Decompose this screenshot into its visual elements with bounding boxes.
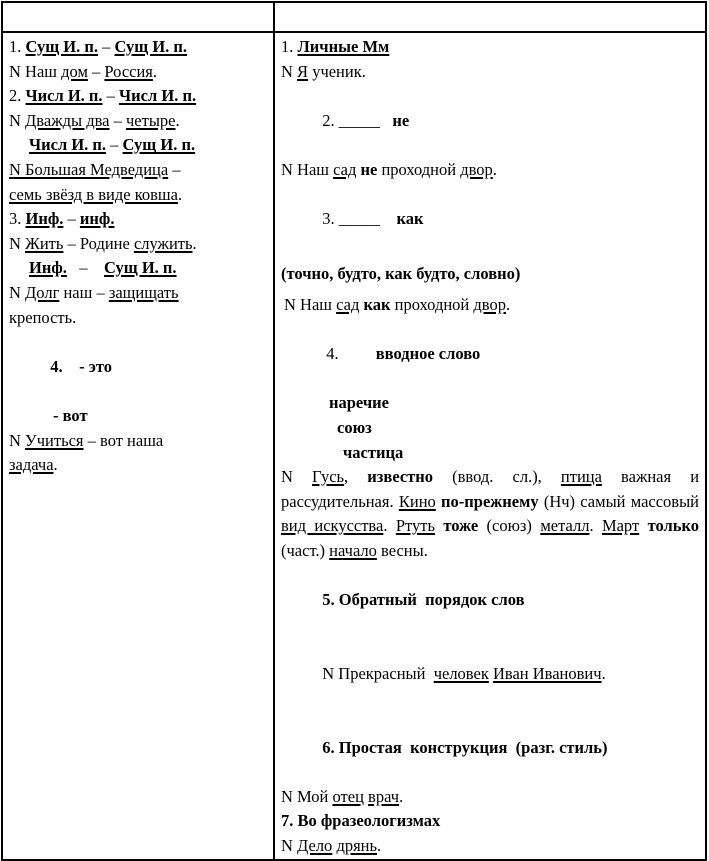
right-line-14: N Прекрасный человек Иван Иванович. (322, 663, 606, 683)
right-line-9: наречие (329, 393, 389, 413)
right-line-4: N Наш сад не проходной двор. (281, 159, 497, 179)
left-line-9: N Жить – Родине служить. (9, 233, 197, 253)
right-line-7: N Наш сад как проходной двор. (284, 294, 511, 314)
right-line-11: частица (343, 442, 404, 462)
left-line-5: Числ И. п. – Сущ И. п. (29, 135, 196, 155)
content-row (2, 32, 706, 860)
right-line-15: 6. Простая конструкция (разг. стиль) (322, 737, 608, 757)
right-line-6: (точно, будто, как будто, словно) (281, 264, 521, 284)
left-line-7: семь звёзд в виде ковша. (9, 184, 183, 204)
header-cell-left (2, 2, 274, 32)
left-line-4: N Дважды два – четыре. (9, 110, 180, 130)
right-line-13: 5. Обратный порядок слов (322, 590, 525, 610)
left-line-10: Инф. – Сущ И. п. (29, 258, 177, 278)
left-line-11: N Долг наш – защищать (9, 282, 179, 302)
left-line-16: задача. (9, 455, 58, 475)
right-line-16: N Мой отец врач. (281, 786, 404, 806)
right-line-17: 7. Во фразеологизмах (281, 811, 441, 831)
right-paragraph-examples: N Гусь, известно (ввод. сл.), птица важная и рассудительная. Кино по-прежнему (Нч) самый массовый вид искусства. Ртуть тоже (союз) металл. Март только (част.) начало весны. (281, 467, 700, 560)
left-line-13: 4. - это (50, 356, 113, 376)
right-line-1: 1. Личные Мм (281, 37, 390, 56)
left-line-8: 3. Инф. – инф. (9, 209, 115, 229)
right-line-5: 3. _____ как (322, 209, 424, 229)
header-cell-right (274, 2, 706, 32)
left-line-12: крепость. (9, 307, 77, 327)
right-line-3: 2. _____ не (322, 110, 410, 130)
right-line-18: N Дело дрянь. (281, 836, 382, 855)
left-line-6: N Большая Медведица – (9, 159, 181, 179)
left-line-3: 2. Числ И. п. – Числ И. п. (9, 86, 197, 106)
grammar-table (1, 1, 707, 861)
left-line-2: N Наш дом – Россия. (9, 61, 158, 81)
header-row (2, 2, 706, 32)
left-line-15: N Учиться – вот наша (9, 430, 164, 450)
right-cell (274, 32, 706, 860)
right-line-10: союз (337, 417, 372, 437)
left-line-14: - вот (53, 405, 88, 425)
left-line-1: 1. Сущ И. п. – Сущ И. п. (9, 37, 188, 56)
right-line-8: 4. вводное слово (326, 344, 481, 364)
left-cell (2, 32, 274, 860)
right-line-2: N Я ученик. (281, 61, 366, 81)
